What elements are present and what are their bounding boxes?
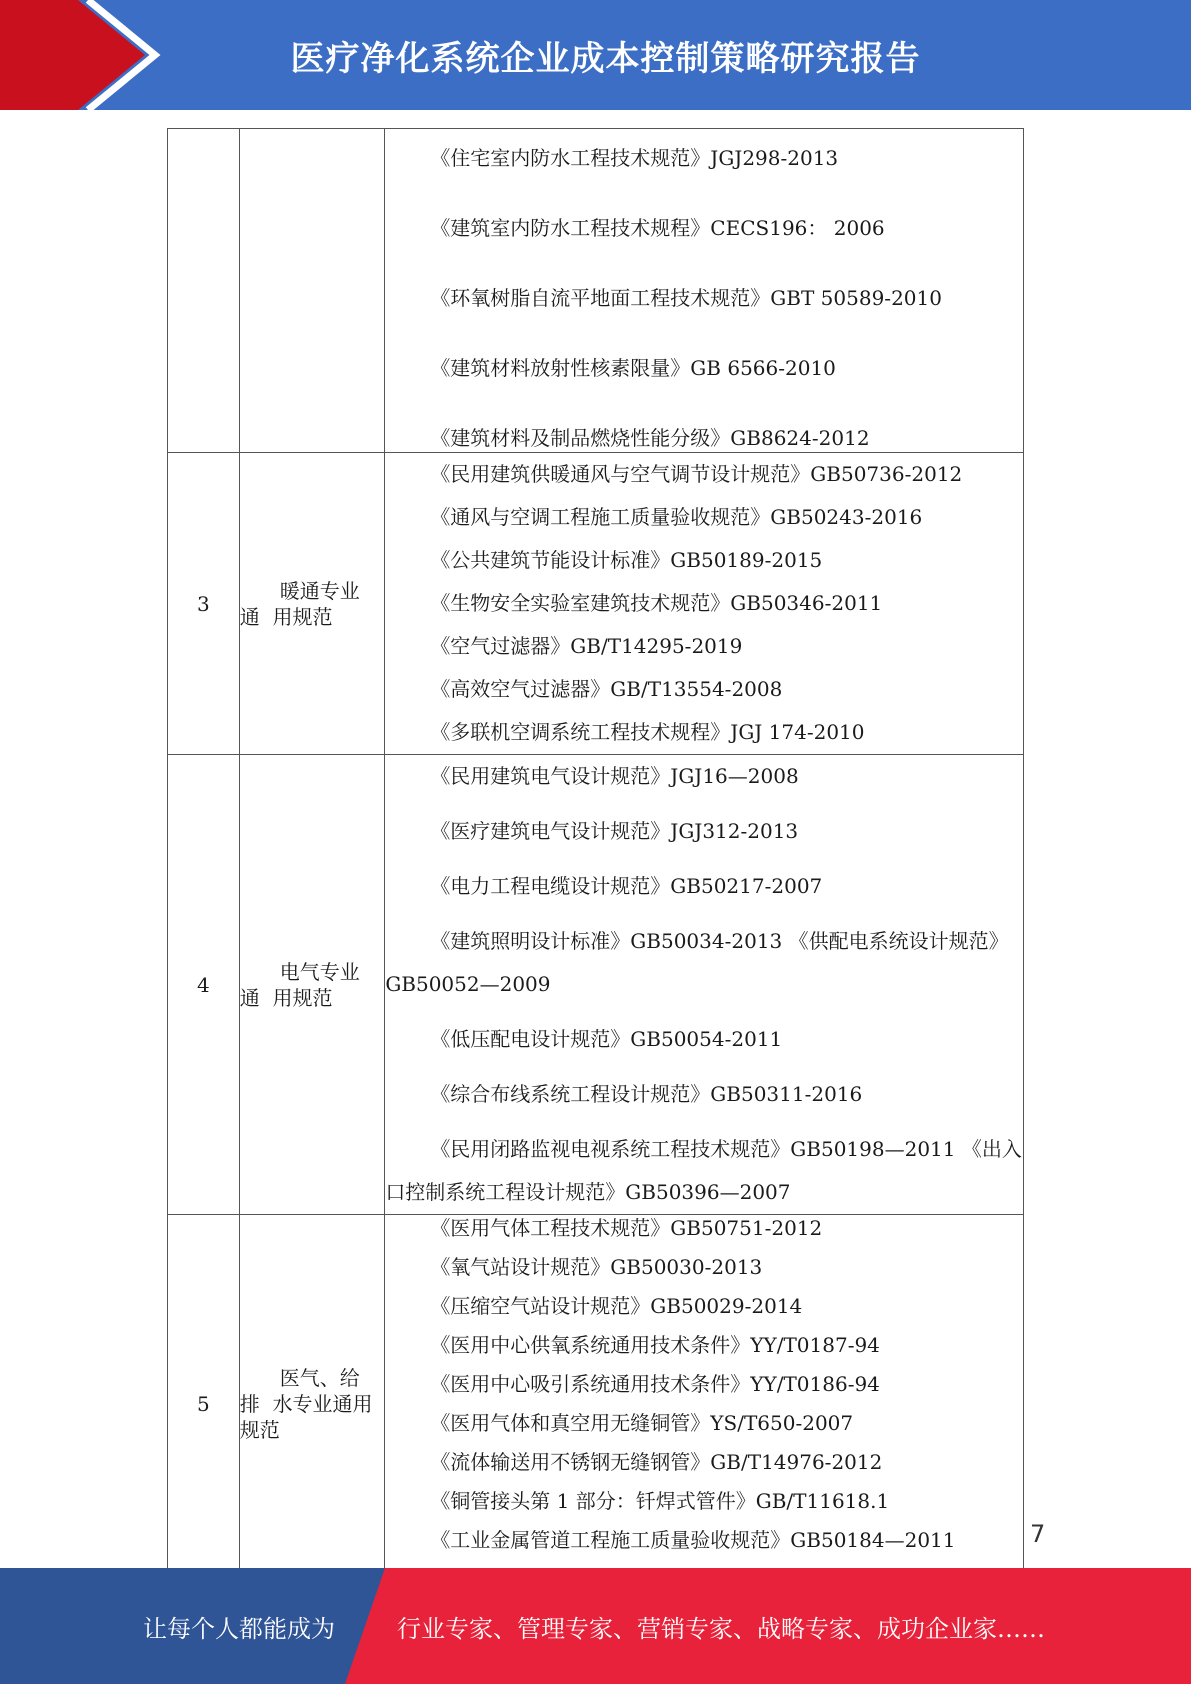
category-cell (239, 755, 385, 1215)
standard-item: 《医用气体和真空用无缝铜管》YS/T650-2007 (430, 1411, 854, 1435)
page-number: 7 (1030, 1520, 1046, 1548)
standard-item: 《建筑室内防水工程技术规程》CECS196： 2006 (430, 216, 885, 240)
category-label-line2: 排 水专业通用规范 (239, 1392, 373, 1442)
table-row (168, 129, 1024, 453)
standard-item: 《通风与空调工程施工质量验收规范》GB50243-2016 (430, 505, 923, 529)
table-row (168, 453, 1024, 755)
report-title: 医疗净化系统企业成本控制策略研究报告 (290, 38, 921, 79)
standards-cell (385, 129, 1024, 453)
standard-item: 《低压配电设计规范》GB50054-2011 (430, 1027, 783, 1051)
standards-cell (385, 1215, 1024, 1594)
standard-item: 《高效空气过滤器》GB/T13554-2008 (430, 677, 783, 701)
row-number-cell: 3 (168, 453, 240, 755)
standard-item: 《医疗建筑电气设计规范》JGJ312-2013 (430, 819, 799, 843)
standard-item: 《医用中心吸引系统通用技术条件》YY/T0186-94 (430, 1372, 880, 1396)
standard-item: 《建筑材料放射性核素限量》GB 6566-2010 (430, 356, 836, 380)
standard-item: 《压缩空气站设计规范》GB50029-2014 (430, 1294, 803, 1318)
standard-item: 《多联机空调系统工程技术规程》JGJ 174-2010 (430, 720, 865, 744)
row-number-cell: 5 (168, 1215, 240, 1594)
table-row (168, 1215, 1024, 1594)
standard-item: 《医用中心供氧系统通用技术条件》YY/T0187-94 (430, 1333, 880, 1357)
table-row (168, 755, 1024, 1215)
category-label-line1: 暖通专业 (279, 578, 360, 603)
standard-item: 《民用闭路监视电视系统工程技术规范》GB50198—2011 《出入口控制系统工程设计规范》GB50396—2007 (385, 1137, 1022, 1204)
standards-table (167, 128, 1024, 1594)
page-footer (0, 1568, 1191, 1684)
standard-item: 《氧气站设计规范》GB50030-2013 (430, 1255, 763, 1279)
standard-item: 《环氧树脂自流平地面工程技术规范》GBT 50589-2010 (430, 286, 942, 310)
standards-cell (385, 453, 1024, 755)
standard-item: 《生物安全实验室建筑技术规范》GB50346-2011 (430, 591, 883, 615)
category-cell (239, 129, 385, 453)
page-header (0, 0, 1191, 110)
standard-item: 《住宅室内防水工程技术规范》JGJ298-2013 (430, 146, 839, 170)
row-number-cell (168, 129, 240, 453)
standard-item: 《公共建筑节能设计标准》GB50189-2015 (430, 548, 823, 572)
standard-item: 《工业金属管道工程施工质量验收规范》GB50184—2011 (430, 1528, 956, 1552)
footer-slogan-left: 让每个人都能成为 (143, 1614, 335, 1643)
category-label-line1: 医气、给 (279, 1366, 360, 1390)
standard-item: 《流体输送用不锈钢无缝钢管》GB/T14976-2012 (430, 1450, 883, 1474)
standard-item: 《建筑材料及制品燃烧性能分级》GB8624-2012 (430, 426, 870, 450)
standard-item: 《铜管接头第 1 部分：钎焊式管件》GB/T11618.1 (430, 1489, 890, 1513)
row-number-cell: 4 (168, 755, 240, 1215)
standard-item: 《电力工程电缆设计规范》GB50217-2007 (430, 874, 823, 898)
footer-slogan-right: 行业专家、管理专家、营销专家、战略专家、成功企业家…… (397, 1614, 1045, 1643)
category-cell (239, 1215, 385, 1594)
category-cell (239, 453, 385, 755)
category-label-line2: 通 用规范 (239, 604, 333, 629)
standard-item: 《民用建筑电气设计规范》JGJ16—2008 (430, 764, 799, 788)
standard-item: 《建筑照明设计标准》GB50034-2013 《供配电系统设计规范》GB50052—2009 (385, 929, 1009, 996)
standards-cell (385, 755, 1024, 1215)
standard-item: 《空气过滤器》GB/T14295-2019 (430, 634, 743, 658)
standard-item: 《民用建筑供暖通风与空气调节设计规范》GB50736-2012 (430, 462, 963, 486)
category-label-line2: 通 用规范 (239, 985, 333, 1010)
category-label-line1: 电气专业 (279, 959, 360, 984)
standard-item: 《综合布线系统工程设计规范》GB50311-2016 (430, 1082, 863, 1106)
standard-item: 《医用气体工程技术规范》GB50751-2012 (430, 1216, 823, 1240)
